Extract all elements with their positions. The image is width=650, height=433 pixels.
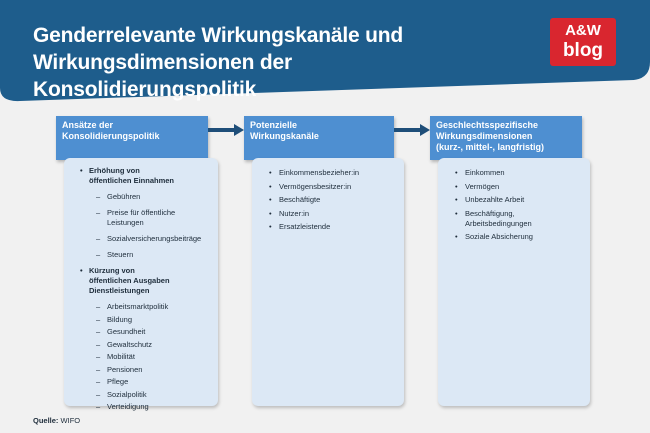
- list-item: – Sozialversicherungsbeiträge: [96, 234, 212, 244]
- section-title: öffentlichen Ausgaben: [89, 276, 170, 285]
- heading-line: Konsolidierungspolitik: [62, 131, 160, 141]
- section-revenue: [78, 166, 212, 186]
- list-item: – Bildung: [96, 315, 212, 325]
- list-item: – Mobilität: [96, 352, 212, 362]
- channels-list: [268, 168, 398, 232]
- section-title: • Erhöhung von: [89, 166, 140, 175]
- header-banner: [0, 0, 650, 102]
- column-body-approaches: [64, 158, 218, 411]
- section-title: Dienstleistungen: [89, 286, 150, 295]
- list-item: – Verteidigung: [96, 402, 212, 412]
- section-spending: [78, 266, 212, 296]
- list-item: – Steuern: [96, 250, 212, 260]
- arrow-right-icon: [394, 124, 430, 136]
- list-item: • Soziale Absicherung: [454, 232, 584, 242]
- source-value: WIFO: [60, 416, 81, 425]
- list-item: – Preise für öffentliche Leistungen: [96, 208, 212, 228]
- list-item: – Arbeitsmarktpolitik: [96, 302, 212, 312]
- list-item: • Unbezahlte Arbeit: [454, 195, 584, 205]
- heading-line: Geschlechtsspezifische: [436, 120, 539, 130]
- list-item: • Vermögen: [454, 182, 584, 192]
- heading-line: (kurz-, mittel-, langfristig): [436, 142, 544, 152]
- column-heading-approaches: [56, 116, 208, 160]
- source-label: Quelle:: [33, 416, 59, 425]
- column-heading-dimensions: [430, 116, 582, 160]
- list-item: – Gewaltschutz: [96, 340, 212, 350]
- list-item: • Beschäftigte: [268, 195, 398, 205]
- list-item: – Gesundheit: [96, 327, 212, 337]
- revenue-items: [96, 192, 212, 260]
- logo-line-1: A&W: [565, 22, 601, 39]
- dimensions-list: [454, 168, 584, 242]
- column-heading-channels: [244, 116, 394, 160]
- section-title: öffentlichen Einnahmen: [89, 176, 175, 185]
- list-item: – Gebühren: [96, 192, 212, 202]
- column-body-dimensions: [438, 158, 590, 406]
- list-item: • Vermögensbesitzer:in: [268, 182, 398, 192]
- list-item: • Beschäftigung, Arbeitsbedingungen: [454, 209, 584, 229]
- section-list: [78, 166, 212, 186]
- list-item: – Pensionen: [96, 365, 212, 375]
- list-item: • Einkommen: [454, 168, 584, 178]
- section-title: • Kürzung von: [89, 266, 135, 275]
- heading-line: Ansätze der: [62, 120, 114, 130]
- heading-line: Potenzielle: [250, 120, 298, 130]
- column-body-channels: [252, 158, 404, 406]
- title-line-2: Wirkungsdimensionen der Konsolidierungspolitik: [33, 51, 292, 101]
- source-note: [33, 416, 80, 425]
- aw-blog-logo[interactable]: [550, 18, 616, 66]
- page-title: [33, 22, 513, 103]
- section-list: [78, 266, 212, 296]
- arrow-right-icon: [208, 124, 244, 136]
- spending-items: [96, 302, 212, 412]
- list-item: • Ersatzleistende: [268, 222, 398, 232]
- logo-line-2: blog: [562, 40, 604, 61]
- title-line-1: Genderrelevante Wirkungskanäle und: [33, 24, 403, 47]
- heading-line: Wirkungsdimensionen: [436, 131, 533, 141]
- list-item: – Sozialpolitik: [96, 390, 212, 400]
- list-item: • Einkommensbezieher:in: [268, 168, 398, 178]
- list-item: – Pflege: [96, 377, 212, 387]
- list-item: • Nutzer:in: [268, 209, 398, 219]
- heading-line: Wirkungskanäle: [250, 131, 319, 141]
